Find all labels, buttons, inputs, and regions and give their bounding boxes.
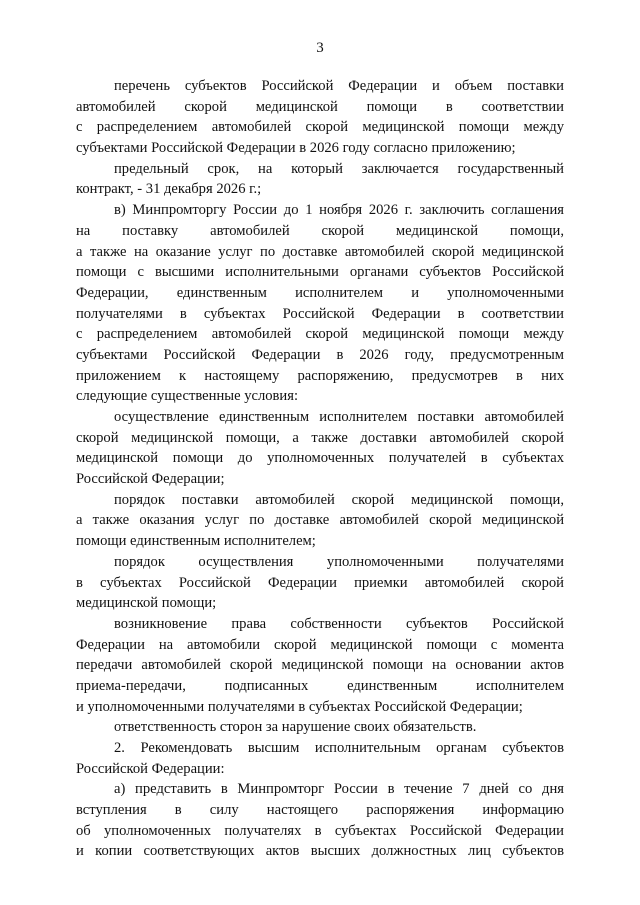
text-line: на поставку автомобилей скорой медицинской помощи, <box>76 222 564 239</box>
text-line: помощи с высшими исполнительными органами субъектов Российской <box>76 264 564 281</box>
text-line: следующие существенные условия: <box>76 388 299 405</box>
text-line: вступления в силу настоящего распоряжения информацию <box>76 802 564 819</box>
text-line: скорой медицинской помощи, а также доставки автомобилей скорой <box>76 429 564 446</box>
text-line: осуществление единственным исполнителем поставки автомобилей <box>114 409 564 425</box>
text-line: Федерации, единственным исполнителем и уполномоченными <box>76 284 564 301</box>
text-line: перечень субъектов Российской Федерации и объем поставки <box>114 78 564 94</box>
text-line: Российской Федерации: <box>76 760 225 777</box>
text-line: а также оказания услуг по доставке автомобилей скорой медицинской <box>76 512 564 529</box>
text-line: с распределением автомобилей скорой медицинской помощи между <box>76 119 564 136</box>
text-line: а) представить в Минпромторг России в течение 7 дней со дня <box>114 781 564 798</box>
text-line: Российской Федерации; <box>76 471 225 488</box>
text-line: Федерации на автомобили скорой медицинской помощи с момента <box>76 636 564 653</box>
text-line: порядок осуществления уполномоченными получателями <box>114 553 564 570</box>
text-line: получателями в субъектах Российской Федерации в соответствии <box>76 305 564 322</box>
page-number: 3 <box>316 40 324 56</box>
text-line: и копии соответствующих актов высших должностных лиц субъектов <box>76 843 564 860</box>
text-line: передачи автомобилей скорой медицинской помощи на основании актов <box>76 657 564 674</box>
text-line: субъектами Российской Федерации в 2026 году, предусмотренным <box>76 346 564 363</box>
text-line: ответственность сторон за нарушение своих обязательств. <box>114 719 477 736</box>
text-line: в) Минпромторгу России до 1 ноября 2026 г. заключить соглашения <box>114 202 564 219</box>
text-line: приема-передачи, подписанных единственным исполнителем <box>76 677 564 694</box>
text-line: об уполномоченных получателях в субъектах Российской Федерации <box>76 822 564 839</box>
text-line: приложением к настоящему распоряжению, предусмотрев в них <box>76 367 564 384</box>
document-body <box>76 76 564 862</box>
text-line: порядок поставки автомобилей скорой медицинской помощи, <box>114 491 564 508</box>
text-line: в субъектах Российской Федерации приемки автомобилей скорой <box>76 574 564 591</box>
text-line: 2. Рекомендовать высшим исполнительным органам субъектов <box>114 740 564 756</box>
text-line: помощи единственным исполнителем; <box>76 533 316 550</box>
text-line: предельный срок, на который заключается государственный <box>114 160 564 177</box>
text-line: а также на оказание услуг по доставке автомобилей скорой медицинской <box>76 243 564 260</box>
text-line: с распределением автомобилей скорой медицинской помощи между <box>76 326 564 343</box>
text-line: медицинской помощи; <box>76 595 217 612</box>
text-line: и уполномоченными получателями в субъектах Российской Федерации; <box>76 698 523 715</box>
text-line: субъектами Российской Федерации в 2026 году согласно приложению; <box>76 140 516 157</box>
text-line: автомобилей скорой медицинской помощи в соответствии <box>76 98 564 115</box>
text-line: контракт, - 31 декабря 2026 г.; <box>76 181 262 198</box>
text-line: медицинской помощи до уполномоченных получателей в субъектах <box>76 450 564 467</box>
text-line: возникновение права собственности субъектов Российской <box>114 615 564 632</box>
